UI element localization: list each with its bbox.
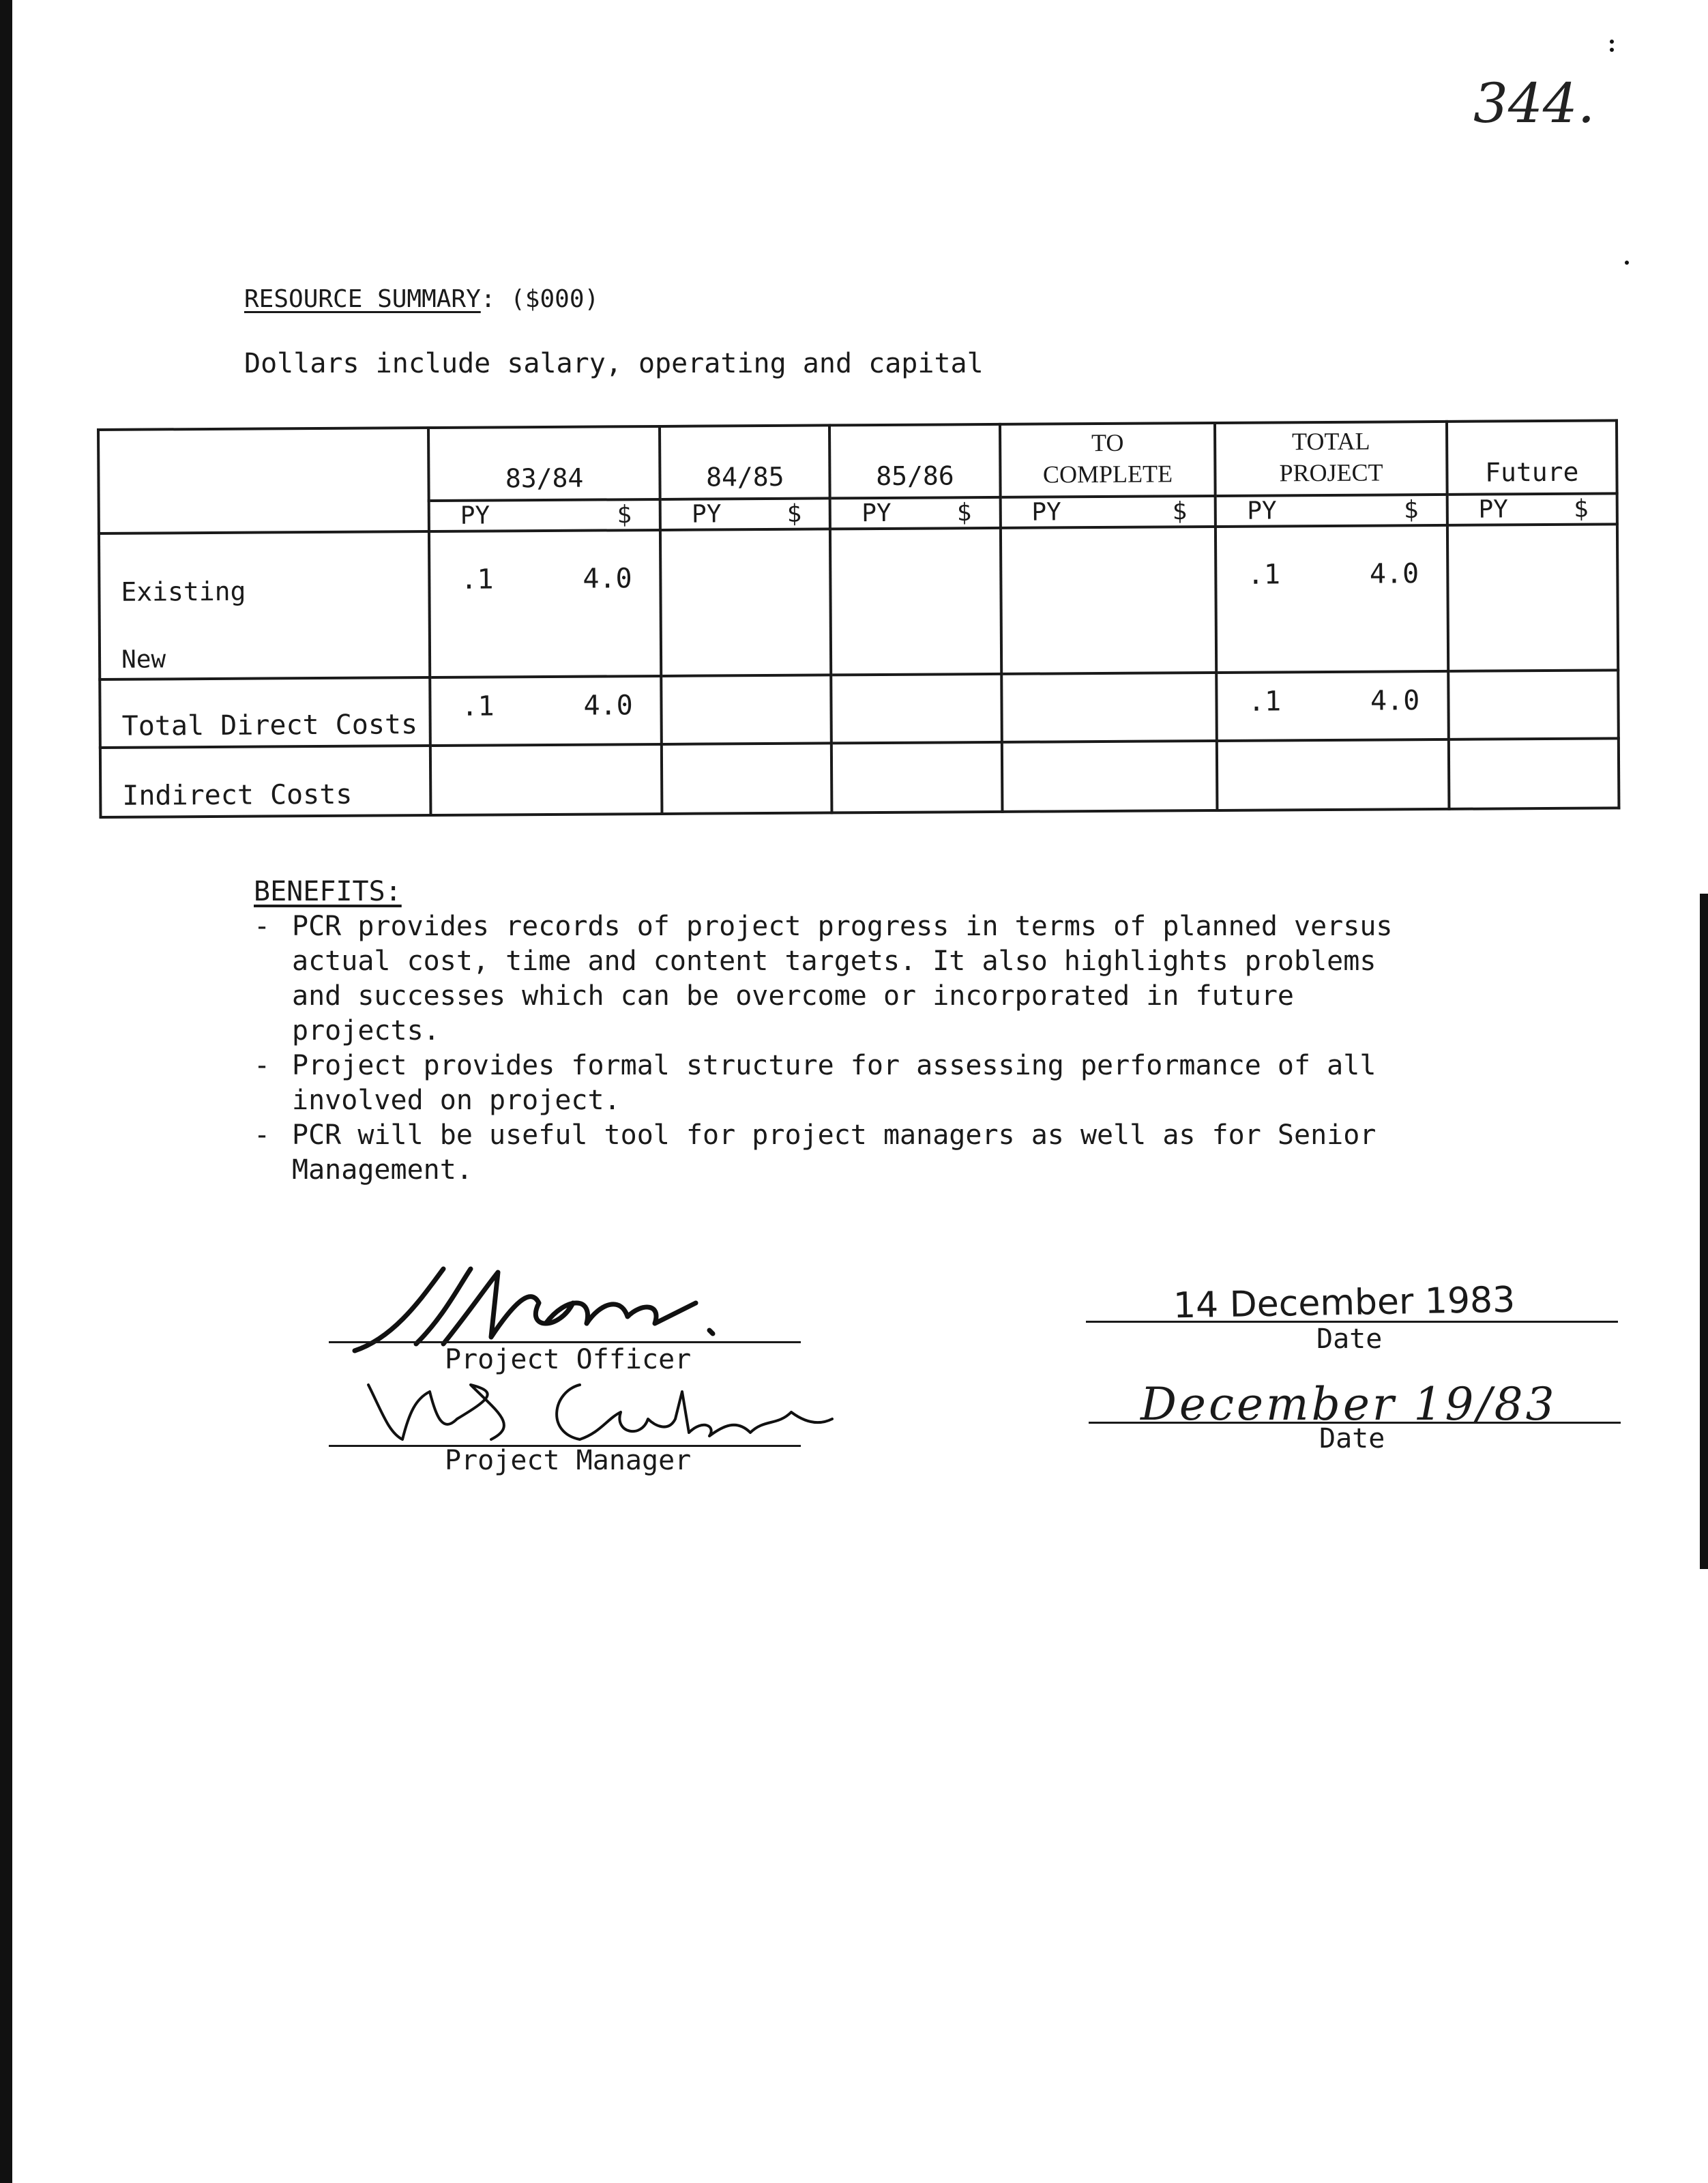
value-dollar: 4.0 <box>583 563 632 595</box>
table-row-existing-new <box>99 524 1618 679</box>
cell-indirect-8485 <box>662 743 832 814</box>
py-label: PY <box>1031 498 1061 527</box>
page-number: 344. <box>1473 72 1595 135</box>
value-py: .1 <box>1248 686 1282 718</box>
benefit-line: Management. <box>292 1154 473 1186</box>
benefit-line: PCR will be useful tool for project managers as well as for Senior <box>292 1119 1376 1151</box>
header-year-8485: 84/85 <box>660 425 830 499</box>
table-row-indirect <box>100 738 1619 817</box>
cell-indirect-total-project <box>1217 739 1449 810</box>
benefit-line: Project provides formal structure for assessing performance of all <box>292 1050 1376 1081</box>
row-label-indirect: Indirect Costs <box>100 746 431 817</box>
manager-date-label: Date <box>1319 1423 1385 1454</box>
header-blank-cell <box>98 428 429 533</box>
scan-speck <box>1625 261 1629 265</box>
benefit-line: involved on project. <box>292 1085 621 1116</box>
left-scan-border <box>0 0 12 2183</box>
header-to-complete <box>1000 423 1216 497</box>
resource-summary-heading <box>244 285 599 313</box>
header-year-8384: 83/84 <box>428 426 660 501</box>
cell-indirect-8384 <box>430 744 662 815</box>
py-label: PY <box>1478 495 1509 524</box>
header-total-project-line1: TOTAL <box>1291 427 1370 456</box>
resource-summary-table <box>97 419 1620 819</box>
subheader-8586 <box>830 497 1000 529</box>
benefit-item <box>254 909 1550 1049</box>
dollar-label: $ <box>1172 497 1188 526</box>
bullet-dash: - <box>254 911 271 942</box>
cell-indirect-future <box>1449 738 1619 809</box>
dollar-label: $ <box>617 501 632 529</box>
resource-summary-note: Dollars include salary, operating and capital <box>244 348 984 379</box>
cell-indirect-to-complete <box>1001 741 1217 812</box>
table-header-row <box>98 420 1617 503</box>
benefit-line: PCR provides records of project progress in terms of planned versus <box>292 911 1393 942</box>
benefit-line: actual cost, time and content targets. It also highlights problems <box>292 946 1376 977</box>
officer-date-label: Date <box>1316 1323 1383 1355</box>
cell-indirect-8586 <box>831 742 1002 813</box>
right-scan-edge <box>1700 894 1708 1569</box>
value-py: .1 <box>1247 559 1281 591</box>
officer-date-line <box>1086 1321 1618 1323</box>
header-future: Future <box>1447 420 1617 495</box>
row-label-new: New <box>121 645 166 674</box>
row-label-total-direct: Total Direct Costs <box>100 677 430 748</box>
value-dollar: 4.0 <box>1369 558 1419 590</box>
value-py: .1 <box>461 690 495 722</box>
project-manager-signature <box>355 1371 846 1453</box>
cell-tdc-future <box>1448 670 1619 739</box>
cell-existing-future <box>1447 524 1619 671</box>
cell-existing-8586 <box>830 528 1001 675</box>
scan-speck <box>1610 48 1614 52</box>
cell-existing-total-project <box>1216 525 1448 673</box>
cell-tdc-to-complete <box>1001 673 1217 742</box>
py-label: PY <box>691 500 722 529</box>
cell-tdc-total-project <box>1217 671 1449 741</box>
cell-tdc-8485 <box>662 675 832 744</box>
benefits-title: BENEFITS: <box>254 876 402 907</box>
value-py: .1 <box>460 563 494 596</box>
subheader-total-project <box>1216 495 1447 527</box>
benefits-section <box>254 875 1550 1188</box>
value-dollar: 4.0 <box>1370 685 1420 717</box>
cell-existing-8485 <box>660 529 831 676</box>
benefit-text <box>292 1118 1452 1188</box>
header-to-complete-line1: TO <box>1091 428 1124 457</box>
benefit-line: and successes which can be overcome or incorporated in future projects. <box>292 980 1295 1046</box>
cell-tdc-8384 <box>430 676 662 746</box>
project-manager-date-handwritten: December 19/83 <box>1140 1378 1557 1431</box>
project-officer-label: Project Officer <box>445 1344 692 1375</box>
subheader-future <box>1447 493 1617 525</box>
header-total-project <box>1215 422 1447 496</box>
cell-existing-to-complete <box>1001 527 1217 674</box>
project-officer-line <box>329 1341 801 1343</box>
header-year-8586: 85/86 <box>829 424 1000 499</box>
header-total-project-line2: PROJECT <box>1279 458 1383 487</box>
bullet-dash: - <box>254 1050 271 1081</box>
resource-summary-unit: : ($000) <box>480 285 600 313</box>
benefit-item <box>254 1118 1550 1188</box>
dollar-label: $ <box>1403 496 1419 525</box>
header-to-complete-line2: COMPLETE <box>1042 460 1173 488</box>
dollar-label: $ <box>786 499 802 528</box>
cell-tdc-8586 <box>831 674 1002 744</box>
value-dollar: 4.0 <box>583 690 633 722</box>
subheader-8485 <box>660 498 830 530</box>
scan-speck <box>1610 40 1614 44</box>
row-label-existing: Existing <box>121 576 246 607</box>
row-label-existing-new <box>99 531 430 679</box>
resource-summary-title: RESOURCE SUMMARY <box>244 285 481 313</box>
benefit-item <box>254 1049 1550 1118</box>
py-label: PY <box>460 501 490 530</box>
benefit-text <box>292 909 1452 1049</box>
subheader-to-complete <box>1000 496 1216 528</box>
bullet-dash: - <box>254 1119 271 1151</box>
benefit-text <box>292 1049 1452 1118</box>
py-label: PY <box>1247 497 1277 525</box>
table-row-total-direct <box>100 670 1619 748</box>
project-officer-date-handwritten: 14 December 1983 <box>1173 1279 1516 1327</box>
subheader-8384 <box>429 499 661 531</box>
dollar-label: $ <box>956 499 972 527</box>
dollar-label: $ <box>1573 495 1589 523</box>
py-label: PY <box>862 499 892 528</box>
project-manager-label: Project Manager <box>445 1445 692 1476</box>
cell-existing-8384 <box>429 530 662 677</box>
